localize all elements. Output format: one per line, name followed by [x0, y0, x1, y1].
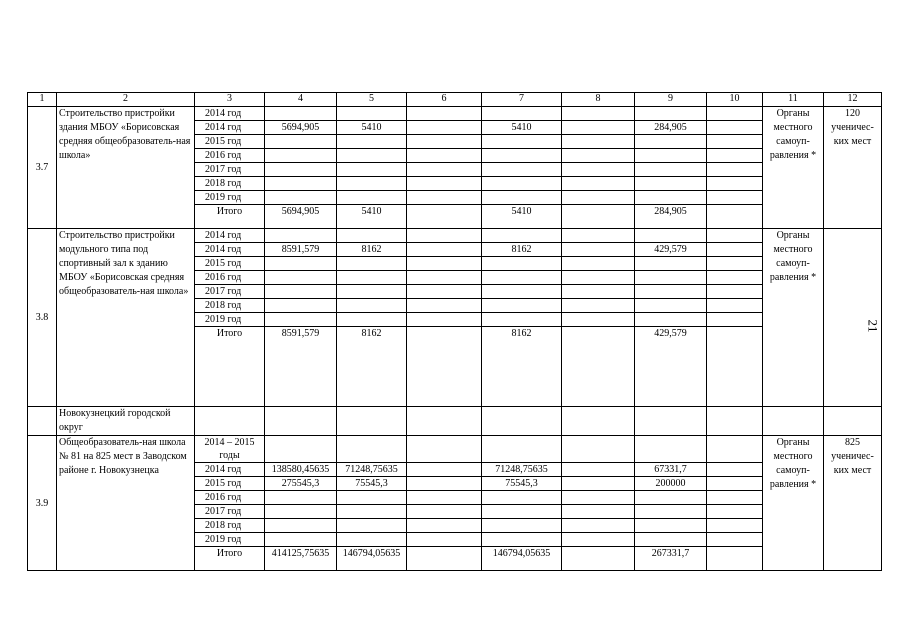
value-cell [562, 491, 635, 505]
value-cell [482, 299, 562, 313]
value-cell [265, 505, 337, 519]
value-cell [265, 229, 337, 243]
value-cell [562, 436, 635, 463]
value-cell [562, 519, 635, 533]
value-cell [337, 505, 407, 519]
value-cell [265, 299, 337, 313]
header-cell: 7 [482, 93, 562, 107]
value-cell [635, 135, 707, 149]
value-cell [707, 299, 763, 313]
value-cell [635, 313, 707, 327]
value-cell [635, 299, 707, 313]
value-cell [562, 229, 635, 243]
value-cell [707, 149, 763, 163]
period-cell: 2014 – 2015 годы [195, 436, 265, 463]
value-cell [635, 285, 707, 299]
value-cell [265, 519, 337, 533]
value-cell: 8162 [337, 243, 407, 257]
value-cell [265, 177, 337, 191]
value-cell [707, 285, 763, 299]
value-cell: 5410 [482, 205, 562, 229]
period-cell: 2015 год [195, 477, 265, 491]
value-cell [265, 135, 337, 149]
value-cell [635, 163, 707, 177]
period-cell: 2019 год [195, 533, 265, 547]
value-cell: 8591,579 [265, 243, 337, 257]
value-cell: 8162 [337, 327, 407, 407]
empty-cell [635, 407, 707, 436]
value-cell [707, 257, 763, 271]
value-cell [482, 519, 562, 533]
value-cell [562, 177, 635, 191]
value-cell [707, 313, 763, 327]
value-cell [562, 547, 635, 571]
empty-cell [707, 407, 763, 436]
value-cell [562, 463, 635, 477]
value-cell [635, 149, 707, 163]
value-cell [707, 519, 763, 533]
value-cell [407, 177, 482, 191]
period-cell: 2014 год [195, 229, 265, 243]
value-cell [707, 205, 763, 229]
empty-cell [28, 407, 57, 436]
period-cell: 2017 год [195, 505, 265, 519]
value-cell: 429,579 [635, 243, 707, 257]
value-cell: 5410 [337, 121, 407, 135]
value-cell [265, 285, 337, 299]
period-cell: 2015 год [195, 257, 265, 271]
value-cell: 429,579 [635, 327, 707, 407]
district-name: Новокузнецкий городской округ [57, 407, 195, 436]
value-cell [635, 191, 707, 205]
value-cell [407, 205, 482, 229]
value-cell [337, 135, 407, 149]
value-cell [482, 313, 562, 327]
capacity-cell: 825 ученичес-ких мест [824, 436, 882, 571]
value-cell [337, 271, 407, 285]
value-cell [337, 149, 407, 163]
value-cell [482, 177, 562, 191]
value-cell: 146794,05635 [482, 547, 562, 571]
empty-cell [482, 407, 562, 436]
value-cell [265, 257, 337, 271]
value-cell [562, 477, 635, 491]
value-cell [707, 163, 763, 177]
value-cell [407, 436, 482, 463]
value-cell [265, 163, 337, 177]
value-cell: 200000 [635, 477, 707, 491]
value-cell [562, 257, 635, 271]
value-cell [707, 463, 763, 477]
value-cell [407, 299, 482, 313]
value-cell [265, 533, 337, 547]
period-cell: Итого [195, 205, 265, 229]
value-cell [337, 491, 407, 505]
empty-cell [337, 407, 407, 436]
value-cell: 8162 [482, 327, 562, 407]
value-cell: 5410 [337, 205, 407, 229]
item-name: Общеобразователь-ная школа № 81 на 825 мест в Заводском районе г. Новокузнецка [57, 436, 195, 571]
header-cell: 4 [265, 93, 337, 107]
value-cell [707, 491, 763, 505]
value-cell [482, 135, 562, 149]
value-cell [482, 229, 562, 243]
header-cell: 11 [763, 93, 824, 107]
value-cell [635, 177, 707, 191]
value-cell [707, 107, 763, 121]
item-number: 3.8 [28, 229, 57, 407]
value-cell [337, 299, 407, 313]
responsible-org: Органы местного самоуп-равления * [763, 436, 824, 571]
district-row [28, 407, 882, 436]
value-cell [265, 107, 337, 121]
value-cell: 8162 [482, 243, 562, 257]
value-cell [635, 229, 707, 243]
value-cell [407, 285, 482, 299]
value-cell [407, 163, 482, 177]
value-cell [707, 191, 763, 205]
empty-cell [265, 407, 337, 436]
value-cell [562, 205, 635, 229]
value-cell [337, 229, 407, 243]
period-cell: 2017 год [195, 163, 265, 177]
value-cell [407, 243, 482, 257]
value-cell [562, 327, 635, 407]
value-cell: 275545,3 [265, 477, 337, 491]
value-cell [707, 135, 763, 149]
value-cell [707, 477, 763, 491]
value-cell [562, 191, 635, 205]
value-cell [562, 505, 635, 519]
value-cell [407, 327, 482, 407]
value-cell [407, 533, 482, 547]
value-cell [562, 533, 635, 547]
value-cell [707, 547, 763, 571]
value-cell [562, 121, 635, 135]
period-cell: 2015 год [195, 135, 265, 149]
value-cell [265, 313, 337, 327]
value-cell [562, 107, 635, 121]
value-cell: 5410 [482, 121, 562, 135]
page-number: 21 [865, 319, 881, 333]
capacity-cell [824, 229, 882, 407]
value-cell: 71248,75635 [482, 463, 562, 477]
value-cell [482, 191, 562, 205]
value-cell [265, 191, 337, 205]
value-cell [337, 436, 407, 463]
value-cell: 146794,05635 [337, 547, 407, 571]
value-cell [707, 533, 763, 547]
value-cell [562, 285, 635, 299]
value-cell [562, 163, 635, 177]
value-cell [635, 519, 707, 533]
value-cell [635, 436, 707, 463]
value-cell [562, 243, 635, 257]
value-cell [265, 436, 337, 463]
period-cell: 2017 год [195, 285, 265, 299]
value-cell [482, 163, 562, 177]
period-cell: 2016 год [195, 149, 265, 163]
value-cell: 8591,579 [265, 327, 337, 407]
header-cell: 5 [337, 93, 407, 107]
value-cell [337, 257, 407, 271]
header-cell: 1 [28, 93, 57, 107]
value-cell: 138580,45635 [265, 463, 337, 477]
value-cell [337, 191, 407, 205]
value-cell [337, 285, 407, 299]
value-cell [635, 505, 707, 519]
period-cell: 2018 год [195, 299, 265, 313]
value-cell [562, 135, 635, 149]
table-row [28, 229, 882, 243]
value-cell [707, 327, 763, 407]
value-cell: 5694,905 [265, 205, 337, 229]
period-cell: 2016 год [195, 491, 265, 505]
value-cell [482, 436, 562, 463]
value-cell: 75545,3 [337, 477, 407, 491]
item-number: 3.9 [28, 436, 57, 571]
value-cell [707, 177, 763, 191]
value-cell [407, 477, 482, 491]
empty-cell [562, 407, 635, 436]
empty-cell [195, 407, 265, 436]
period-cell: 2018 год [195, 519, 265, 533]
value-cell [407, 313, 482, 327]
value-cell [265, 491, 337, 505]
value-cell [407, 149, 482, 163]
value-cell [562, 299, 635, 313]
period-cell: 2014 год [195, 243, 265, 257]
value-cell [407, 135, 482, 149]
value-cell [337, 163, 407, 177]
header-row [28, 93, 882, 107]
value-cell [407, 519, 482, 533]
value-cell [337, 519, 407, 533]
value-cell [635, 491, 707, 505]
header-cell: 2 [57, 93, 195, 107]
empty-cell [824, 407, 882, 436]
period-cell: Итого [195, 327, 265, 407]
value-cell [407, 271, 482, 285]
table-row [28, 107, 882, 121]
value-cell [635, 107, 707, 121]
value-cell [407, 463, 482, 477]
value-cell [482, 285, 562, 299]
value-cell [482, 533, 562, 547]
value-cell [635, 533, 707, 547]
value-cell [707, 436, 763, 463]
value-cell [562, 313, 635, 327]
capacity-cell: 120 ученичес-ких мест [824, 107, 882, 229]
period-cell: Итого [195, 547, 265, 571]
value-cell [407, 491, 482, 505]
value-cell: 284,905 [635, 121, 707, 135]
period-cell: 2014 год [195, 121, 265, 135]
period-cell: 2019 год [195, 313, 265, 327]
responsible-org: Органы местного самоуп-равления * [763, 229, 824, 407]
header-cell: 6 [407, 93, 482, 107]
value-cell [407, 547, 482, 571]
header-cell: 12 [824, 93, 882, 107]
value-cell [265, 271, 337, 285]
period-cell: 2019 год [195, 191, 265, 205]
value-cell [707, 271, 763, 285]
value-cell [337, 313, 407, 327]
responsible-org: Органы местного самоуп-равления * [763, 107, 824, 229]
value-cell: 5694,905 [265, 121, 337, 135]
value-cell: 75545,3 [482, 477, 562, 491]
period-cell: 2014 год [195, 463, 265, 477]
value-cell [407, 229, 482, 243]
value-cell [562, 271, 635, 285]
value-cell [337, 177, 407, 191]
value-cell [482, 107, 562, 121]
value-cell [407, 191, 482, 205]
value-cell [482, 491, 562, 505]
value-cell: 71248,75635 [337, 463, 407, 477]
value-cell [707, 505, 763, 519]
value-cell [482, 271, 562, 285]
program-table [27, 92, 882, 571]
header-cell: 10 [707, 93, 763, 107]
value-cell [635, 271, 707, 285]
header-cell: 9 [635, 93, 707, 107]
value-cell: 284,905 [635, 205, 707, 229]
value-cell: 414125,75635 [265, 547, 337, 571]
value-cell [482, 257, 562, 271]
value-cell [265, 149, 337, 163]
value-cell [407, 107, 482, 121]
value-cell [707, 121, 763, 135]
period-cell: 2014 год [195, 107, 265, 121]
value-cell [482, 505, 562, 519]
header-cell: 8 [562, 93, 635, 107]
table-row [28, 436, 882, 463]
item-name: Строительство пристройки модульного типа под спортивный зал к зданию МБОУ «Борисовская средняя общеобразователь-ная школа» [57, 229, 195, 407]
value-cell: 67331,7 [635, 463, 707, 477]
empty-cell [407, 407, 482, 436]
value-cell [562, 149, 635, 163]
item-name: Строительство пристройки здания МБОУ «Борисовская средняя общеобразователь-ная школа» [57, 107, 195, 229]
period-cell: 2016 год [195, 271, 265, 285]
value-cell [337, 533, 407, 547]
empty-cell [763, 407, 824, 436]
value-cell [407, 121, 482, 135]
value-cell [635, 257, 707, 271]
value-cell [707, 229, 763, 243]
header-cell: 3 [195, 93, 265, 107]
period-cell: 2018 год [195, 177, 265, 191]
value-cell [407, 505, 482, 519]
item-number: 3.7 [28, 107, 57, 229]
value-cell: 267331,7 [635, 547, 707, 571]
value-cell [337, 107, 407, 121]
value-cell [407, 257, 482, 271]
value-cell [707, 243, 763, 257]
value-cell [482, 149, 562, 163]
